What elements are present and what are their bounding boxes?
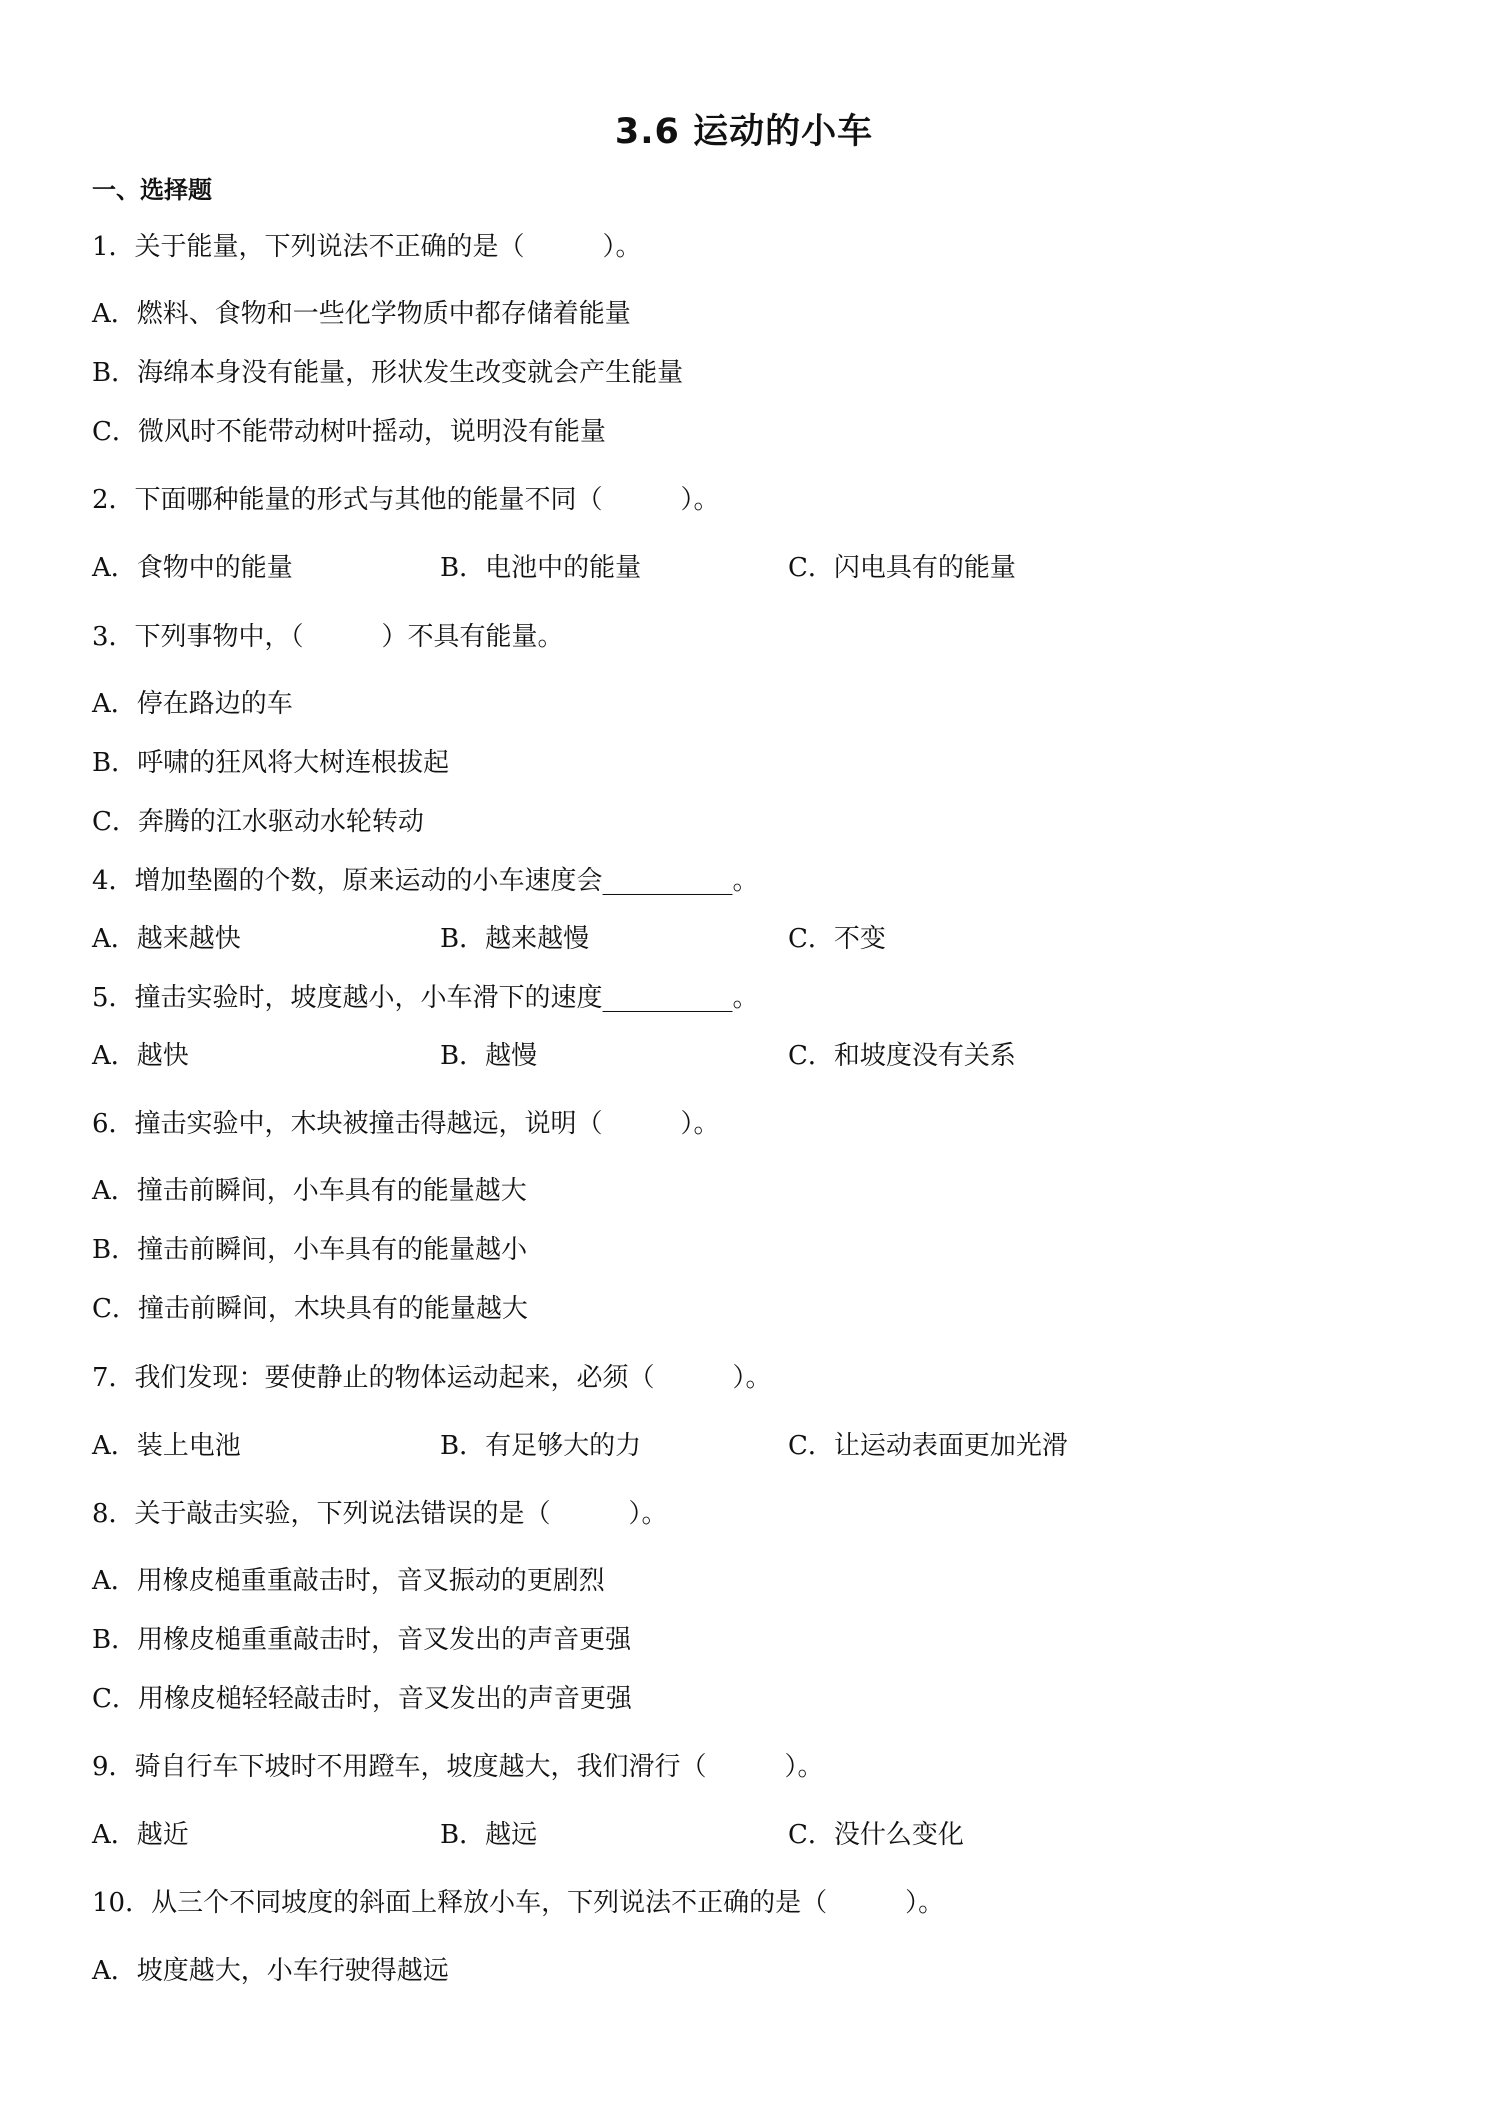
question-4-option-c: C．不变 xyxy=(788,924,886,954)
question-8-stem: 8．关于敲击实验，下列说法错误的是（ ）。 xyxy=(92,1499,668,1529)
question-5-option-a: A．越快 xyxy=(92,1041,189,1071)
question-5-option-c: C．和坡度没有关系 xyxy=(788,1041,1016,1071)
question-10-option-a: A．坡度越大，小车行驶得越远 xyxy=(92,1956,449,1986)
question-2-option-c: C．闪电具有的能量 xyxy=(788,553,1016,583)
question-9-option-c: C．没什么变化 xyxy=(788,1820,964,1850)
page-title: 3.6 运动的小车 xyxy=(614,112,874,152)
question-9-stem: 9．骑自行车下坡时不用蹬车，坡度越大，我们滑行（ ）。 xyxy=(92,1752,824,1782)
question-5-stem: 5．撞击实验时，坡度越小，小车滑下的速度__________。 xyxy=(92,983,759,1013)
question-3-option-a: A．停在路边的车 xyxy=(92,689,293,719)
question-1-option-c: C．微风时不能带动树叶摇动，说明没有能量 xyxy=(92,417,606,447)
question-9-option-a: A．越近 xyxy=(92,1820,189,1850)
question-2-stem: 2．下面哪种能量的形式与其他的能量不同（ ）。 xyxy=(92,485,720,515)
question-7-option-c: C．让运动表面更加光滑 xyxy=(788,1431,1068,1461)
question-9-option-b: B．越远 xyxy=(440,1820,538,1850)
section-heading: 一、选择题 xyxy=(92,176,212,204)
question-8-option-a: A．用橡皮槌重重敲击时，音叉振动的更剧烈 xyxy=(92,1566,605,1596)
question-5-option-b: B．越慢 xyxy=(440,1041,538,1071)
question-4-option-a: A．越来越快 xyxy=(92,924,241,954)
question-8-option-c: C．用橡皮槌轻轻敲击时，音叉发出的声音更强 xyxy=(92,1684,632,1714)
question-4-stem: 4．增加垫圈的个数，原来运动的小车速度会__________。 xyxy=(92,866,759,896)
question-6-option-c: C．撞击前瞬间，木块具有的能量越大 xyxy=(92,1294,528,1324)
question-7-stem: 7．我们发现：要使静止的物体运动起来，必须（ ）。 xyxy=(92,1363,772,1393)
question-7-option-b: B．有足够大的力 xyxy=(440,1431,642,1461)
question-3-option-c: C．奔腾的江水驱动水轮转动 xyxy=(92,807,424,837)
question-4-option-b: B．越来越慢 xyxy=(440,924,590,954)
question-1-option-a: A．燃料、食物和一些化学物质中都存储着能量 xyxy=(92,299,631,329)
question-8-option-b: B．用橡皮槌重重敲击时，音叉发出的声音更强 xyxy=(92,1625,632,1655)
question-1-stem: 1．关于能量，下列说法不正确的是（ ）。 xyxy=(92,232,642,262)
question-1-option-b: B．海绵本身没有能量，形状发生改变就会产生能量 xyxy=(92,358,684,388)
question-2-option-a: A．食物中的能量 xyxy=(92,553,293,583)
question-2-option-b: B．电池中的能量 xyxy=(440,553,642,583)
question-6-option-b: B．撞击前瞬间，小车具有的能量越小 xyxy=(92,1235,528,1265)
question-6-stem: 6．撞击实验中，木块被撞击得越远，说明（ ）。 xyxy=(92,1109,720,1139)
question-3-option-b: B．呼啸的狂风将大树连根拔起 xyxy=(92,748,450,778)
question-3-stem: 3．下列事物中，（ ）不具有能量。 xyxy=(92,622,564,652)
question-7-option-a: A．装上电池 xyxy=(92,1431,241,1461)
question-10-stem: 10．从三个不同坡度的斜面上释放小车，下列说法不正确的是（ ）。 xyxy=(92,1888,945,1918)
question-6-option-a: A．撞击前瞬间，小车具有的能量越大 xyxy=(92,1176,527,1206)
